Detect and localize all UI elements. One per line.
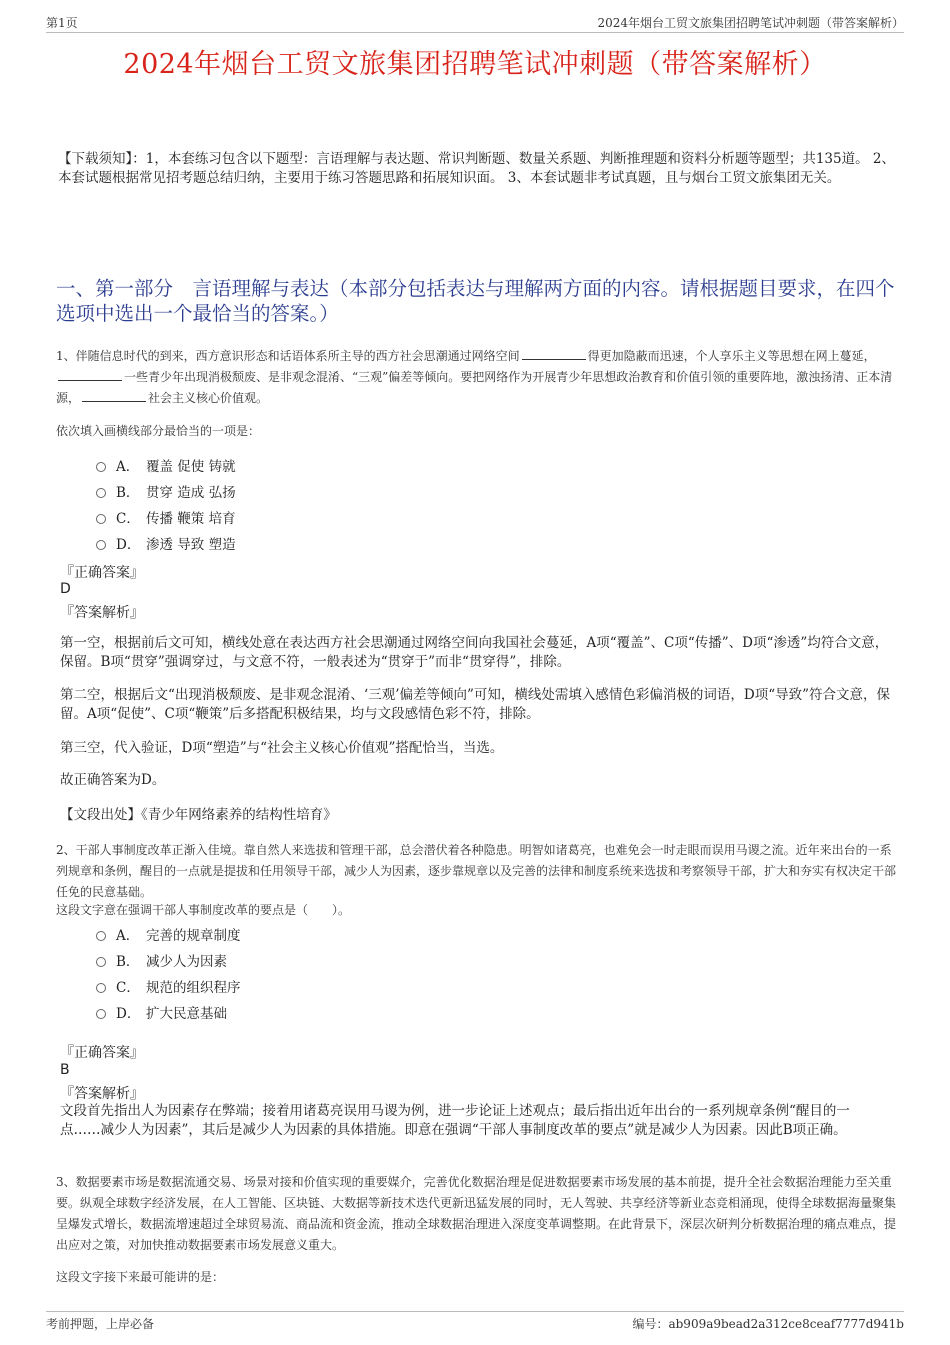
fill-blank-1 bbox=[522, 349, 586, 360]
page-header bbox=[46, 14, 904, 33]
q2-analysis: 文段首先指出人为因素存在弊端；接着用诸葛亮误用马谡为例，进一步论证上述观点；最后指出近年出台的一系列规章条例“醒目的一点……减少人为因素”，其后是减少人为因素的具体措施。即意在强调“干部人事制度改革的要点”就是减少人为因素。因此B项正确。 bbox=[60, 1103, 850, 1138]
radio-icon[interactable] bbox=[96, 931, 106, 941]
question-1-options bbox=[96, 452, 236, 556]
option-letter: C． bbox=[116, 980, 140, 996]
option-b[interactable] bbox=[96, 478, 236, 504]
option-letter: B． bbox=[116, 485, 140, 501]
option-letter: A． bbox=[116, 459, 140, 475]
option-c[interactable] bbox=[96, 973, 241, 999]
page-number: 第1页 bbox=[46, 16, 78, 30]
option-d[interactable] bbox=[96, 530, 236, 556]
q1-analysis-para-2: 第二空，根据后文“出现消极颓废、是非观念混淆、‘三观’偏差等倾向”可知，横线处需填入感情色彩偏消极的词语，D项“导致”符合文意，保留。A项“促使”、C项“鞭策”后多搭配积极结果，均与文段感情色彩不符，排除。 bbox=[60, 687, 891, 722]
radio-icon[interactable] bbox=[96, 957, 106, 967]
option-text: 渗透 导致 塑造 bbox=[146, 537, 236, 553]
option-text: 完善的规章制度 bbox=[146, 928, 241, 944]
radio-icon[interactable] bbox=[96, 1009, 106, 1019]
fill-blank-2 bbox=[58, 370, 122, 381]
q1-answer-label: 『正确答案』 bbox=[60, 565, 144, 581]
q1-analysis-para-3: 第三空，代入验证，D项“塑造”与“社会主义核心价值观”搭配恰当，当选。 bbox=[60, 740, 504, 756]
option-b[interactable] bbox=[96, 947, 241, 973]
radio-icon[interactable] bbox=[96, 488, 106, 498]
question-3-prompt: 这段文字接下来最可能讲的是： bbox=[56, 1270, 225, 1284]
section-heading: 一、第一部分 言语理解与表达（本部分包括表达与理解两方面的内容。请根据题目要求，在四个选项中选出一个最恰当的答案。） bbox=[56, 277, 895, 325]
question-1-prompt: 依次填入画横线部分最恰当的一项是： bbox=[56, 424, 261, 438]
question-2-prompt: 这段文字意在强调干部人事制度改革的要点是（ ）。 bbox=[56, 903, 351, 917]
fill-blank-3 bbox=[82, 391, 146, 402]
q2-answer: B bbox=[60, 1062, 70, 1078]
question-3-stem: 3、数据要素市场是数据流通交易、场景对接和价值实现的重要媒介，完善优化数据治理是促进数据要素市场发展的基本前提，提升全社会数据治理能力至关重要。纵观全球数字经济发展，在人工智能、区块链、大数据等新技术迭代更新迅猛发展的同时，无人驾驶、共享经济等新业态竞相涌现，使得全球数据海量聚集呈爆发式增长，数据流增速超过全球贸易流、商品流和资金流，推动全球数据治理进入深度变革调整期。在此背景下，深层次研判分析数据治理的痛点难点，提出应对之策，对加快推动数据要素市场发展意义重大。 bbox=[56, 1175, 897, 1252]
q1-answer: D bbox=[60, 581, 71, 597]
footer-slogan: 考前押题，上岸必备 bbox=[46, 1317, 155, 1331]
option-text: 贯穿 造成 弘扬 bbox=[146, 485, 236, 501]
q2-answer-label: 『正确答案』 bbox=[60, 1045, 144, 1061]
question-2-stem: 2、干部人事制度改革正渐入佳境。靠自然人来选拔和管理干部，总会潜伏着各种隐患。明智如诸葛亮，也难免会一时走眼而误用马谡之流。近年来出台的一系列规章和条例，醒目的一点就是提拔和任用领导干部，减少人为因素，逐步靠规章以及完善的法律和制度系统来选拔和考察领导干部，扩大和夯实有权决定干部任免的民意基础。 bbox=[56, 843, 897, 899]
option-text: 扩大民意基础 bbox=[146, 1006, 227, 1022]
radio-icon[interactable] bbox=[96, 462, 106, 472]
option-text: 覆盖 促使 铸就 bbox=[146, 459, 236, 475]
option-letter: B． bbox=[116, 954, 140, 970]
q1-stem-part-d: 社会主义核心价值观。 bbox=[148, 391, 269, 405]
q1-analysis-label: 『答案解析』 bbox=[60, 605, 144, 621]
q2-analysis-label: 『答案解析』 bbox=[60, 1086, 144, 1102]
option-letter: D． bbox=[116, 1006, 141, 1022]
q1-analysis-para-4: 故正确答案为D。 bbox=[60, 772, 166, 788]
q1-stem-part-b: 得更加隐蔽而迅速，个人享乐主义等思想在网上蔓延， bbox=[587, 349, 876, 363]
header-doc-title: 2024年烟台工贸文旅集团招聘笔试冲刺题（带答案解析） bbox=[597, 16, 904, 30]
option-a[interactable] bbox=[96, 921, 241, 947]
option-letter: D． bbox=[116, 537, 141, 553]
radio-icon[interactable] bbox=[96, 983, 106, 993]
q1-analysis-para-1: 第一空，根据前后文可知，横线处意在表达西方社会思潮通过网络空间向我国社会蔓延，A项“覆盖”、C项“传播”、D项“渗透”均符合文意，保留。B项“贯穿”强调穿过，与文意不符，一般表述为“贯穿于”而非“贯穿得”，排除。 bbox=[60, 635, 889, 670]
q1-source: 【文段出处】《青少年网络素养的结构性培育》 bbox=[60, 807, 337, 823]
document-title: 2024年烟台工贸文旅集团招聘笔试冲刺题（带答案解析） bbox=[123, 49, 827, 80]
option-a[interactable] bbox=[96, 452, 236, 478]
footer-doc-id: 编号：ab909a9bead2a312ce8ceaf7777d941b bbox=[632, 1317, 904, 1331]
radio-icon[interactable] bbox=[96, 540, 106, 550]
option-d[interactable] bbox=[96, 999, 241, 1025]
option-letter: C． bbox=[116, 511, 140, 527]
radio-icon[interactable] bbox=[96, 514, 106, 524]
option-c[interactable] bbox=[96, 504, 236, 530]
option-text: 传播 鞭策 培育 bbox=[146, 511, 236, 527]
option-letter: A． bbox=[116, 928, 140, 944]
question-1-stem bbox=[56, 346, 900, 409]
option-text: 减少人为因素 bbox=[146, 954, 227, 970]
question-2-options bbox=[96, 921, 241, 1025]
q1-stem-part-c: 一些青少年出现消极颓废、是非观念混淆、“三观”偏差等倾向。要把网络作为开展青少年思想政治教育和价值引领的重要阵地，激浊扬清、正本清源， bbox=[56, 370, 893, 405]
option-text: 规范的组织程序 bbox=[146, 980, 241, 996]
q1-stem-part-a: 1、伴随信息时代的到来，西方意识形态和话语体系所主导的西方社会思潮通过网络空间 bbox=[56, 349, 520, 363]
download-notice: 【下载须知】：1，本套练习包含以下题型：言语理解与表达题、常识判断题、数量关系题、判断推理题和资料分析题等题型；共135道。 2、本套试题根据常见招考题总结归纳，主要用于练习答题思路和拓展知识面。 3、本套试题非考试真题，且与烟台工贸文旅集团无关。 bbox=[58, 151, 895, 186]
page-footer bbox=[46, 1311, 904, 1332]
